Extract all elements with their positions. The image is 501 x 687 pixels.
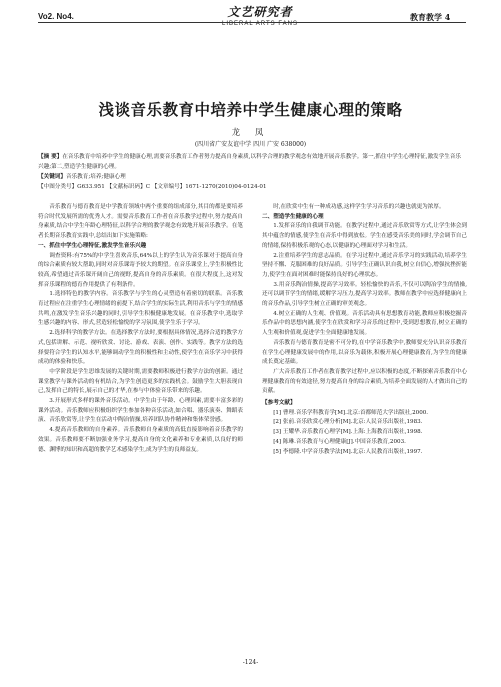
abstract-block [38, 152, 464, 192]
article-title: 浅谈音乐教育中培养中学生健康心理的策略 [98, 101, 403, 119]
classification-meta: 【中图分类号】G633.951 【文献标识码】C 【文章编号】1671-1270(2010)04-0124-01 [38, 184, 267, 190]
keywords [38, 172, 464, 182]
paragraph: 1.选择特色的教学内容。音乐教学与学生的心灵塑造有着密切的联系。音乐教育过程应在注重学生心理情绪的前提下,结合学生的实际生活,利用音乐与学生的情感共鸣,在激发学生音乐兴趣的同时,引导学生积极健康地发展。在音乐教学中,选取学生感兴趣的内容、形式,营造轻松愉悦的学习氛围,使学生乐于学习。 [38, 291, 243, 327]
paragraph: [2] 张前.音乐欣赏心理分析[M].北京:人民音乐出版社,1983. [262, 419, 423, 426]
paragraph: 1.发挥音乐的自我调节功能。在教学过程中,通过音乐欣赏等方式,让学生体会到其中蕴含的情感,使学生在音乐中得到放松。学生在感受音乐美的同时,学会调节自己的情绪,保持积极乐观的心态,以健康的心理面对学习和生活。 [262, 223, 467, 249]
paragraph: [5] 李德隆.中学音乐教学法[M].北京:人民教育出版社,1997. [262, 448, 423, 455]
page-header [0, 0, 501, 50]
references-heading: 【参考文献】 [262, 400, 296, 407]
page-number: -124- [242, 659, 259, 666]
paragraph: [3] 王耀华.音乐教育心理学[M].上海:上海教育出版社,1998. [262, 429, 423, 436]
section-heading: 一、抓住中学生心理特征,激发学生音乐兴趣 [38, 242, 147, 249]
paragraph: 音乐教育与德育教育是密不可分的,在中学音乐教学中,教师要充分认识音乐教育在学生心理健康发展中的作用,以音乐为载体,积极开展心理健康教育,为学生的健康成长奠定基础。 [262, 339, 467, 366]
author: 龙 凤 [231, 128, 270, 138]
journal-logo: 文艺研究者 [227, 5, 293, 19]
section-label: 教育教学 4 [410, 12, 451, 22]
journal-subtitle: LIBERAL ARTS FANS [221, 21, 299, 27]
left-column [38, 203, 243, 455]
summary [38, 152, 464, 172]
paragraph: [4] 陈琳.音乐教育与心理健康[J].中国音乐教育,2003. [262, 438, 406, 445]
summary-label: 【摘 要】 [38, 154, 63, 160]
paragraph: 中学阶段是学生思维发展的关键时期,需要教师积极进行教学方法的创新。通过课堂教学与课外活动的有机结合,为学生创造更多的实践机会。鼓励学生大胆表现自己,发挥自己的特长,展示自己的才华,在参与中体验音乐带来的乐趣。 [38, 368, 243, 395]
volume-issue: Vo2. No4. [38, 12, 74, 21]
paragraph: [1] 曹理.音乐学科教育学[M].北京:首都师范大学出版社,2000. [262, 409, 429, 416]
paragraph: 音乐教育与德育教育是中学教育领域中两个重要的组成部分,其目的都是要培养符合时代发展所需的优秀人才。需要音乐教育工作者在音乐教学过程中,努力提高自身素质,结合中学生年龄心理特征,以科学合理的教学观念有效地开展音乐教学。在笔者长期音乐教育实践中,总结出如下实施策略: [38, 204, 243, 240]
paragraph: 3.开展形式多样的课外音乐活动。中学生由于年龄、心理因素,需要丰富多彩的课外活动。音乐教师应积极组织学生参加各种音乐活动,如合唱、器乐演奏、舞蹈表演、音乐欣赏等,让学生在活动中陶冶情操,培养团队协作精神和集体荣誉感。 [38, 398, 243, 424]
paragraph: 2.选择科学的教学方法。在选择教学方法时,要根据具体情况,选择合适的教学方式,包括讲解、示范、视听欣赏、讨论、游戏、表演、创作、实践等。教学方法的选择要符合学生的认知水平,能够调动学生的积极性和主动性,使学生在音乐学习中获得成功的体验和快乐。 [38, 330, 243, 366]
right-column [262, 203, 467, 457]
paragraph: 时,在欣赏中生有一种成功感,这样学生学习音乐的兴趣也就更为浓厚。 [262, 204, 445, 210]
summary-text: 在音乐教育中培养中学生的健康心理,需要音乐教育工作者努力提高自身素质,以科学合理的教学观念有效地开展音乐教学。第一,抓住中学生心理特征,激发学生音乐兴趣;第二,塑造学生健康的心理。 [38, 154, 462, 170]
section-heading: 二、塑造学生健康的心理 [262, 213, 324, 220]
paragraph: 广大音乐教育工作者在教育教学过程中,应以积极的态度,不断探索音乐教育中心理健康教育的有效途径,努力提高自身的综合素质,为培养全面发展的人才做出自己的贡献。 [262, 368, 467, 395]
keywords-label: 【关键词】 [38, 174, 66, 180]
paragraph: 调查资料:有75%的中学生喜欢音乐,64%以上的学生认为音乐课对于提高自身的综合素质有较大帮助,同时对音乐课寄予较大的期望。在音乐课堂上,学生积极性比较高,希望通过音乐课开阔自己的视野,提高自身的音乐素质。在很大程度上,这对发挥音乐课程的德育作用提供了有利条件。 [38, 252, 243, 288]
paragraph: 2.注重培养学生的意志品质。在学习过程中,通过音乐学习的实践活动,培养学生坚持不懈、克服困难的良好品质。引导学生正确认识自我,树立自信心,增强抗挫折能力,使学生在面对困难时能保持良好的心理状态。 [262, 252, 467, 278]
affiliation: (四川省广安友谊中学 四川 广安 638000) [194, 141, 307, 148]
keywords-text: 音乐教育;培养;健康心理 [65, 174, 126, 180]
paragraph: 4.树立正确的人生观、价值观。音乐活动具有思想教育功能,教师应积极挖掘音乐作品中的思想内涵,使学生在欣赏和学习音乐的过程中,受到思想教育,树立正确的人生观和价值观,促进学生全面健康地发展。 [262, 310, 467, 337]
journal-masthead [205, 3, 315, 27]
header-divider [38, 22, 466, 23]
paragraph: 4.提高音乐教师的自身素养。音乐教师自身素质的高低直接影响着音乐教学的效果。音乐教师要不断加强业务学习,提高自身的文化素养和专业素质,以良好的师德、渊博的知识和高超的教学艺术感染学生,成为学生的良师益友。 [38, 427, 243, 453]
paragraph: 3.用音乐陶冶情操,提高学习效率。轻松愉快的音乐,不仅可以陶冶学生的情操,还可以调节学生的情绪,缓解学习压力,提高学习效率。教师在教学中应选择健康向上的音乐作品,引导学生树立正确的审美观念。 [262, 281, 467, 308]
